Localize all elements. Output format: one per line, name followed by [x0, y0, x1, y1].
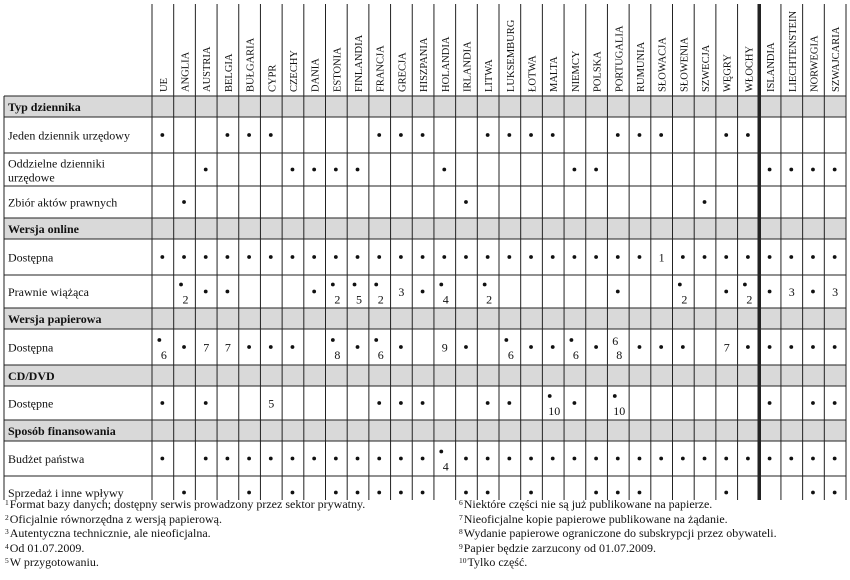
footnote-text: Oficjalnie równorzędna z wersją papierową. — [9, 511, 222, 526]
column-header: PORTUGALIA — [614, 25, 626, 92]
footnote-ref: 7 — [723, 340, 730, 355]
bullet-mark — [204, 457, 208, 461]
footnote-text: Od 01.07.2009. — [9, 540, 85, 555]
row-label: Dostępne — [8, 396, 54, 411]
bullet-mark — [616, 133, 620, 137]
footnote-ref: 6 — [572, 348, 579, 362]
bullet-mark — [529, 133, 533, 137]
bullet-mark — [269, 255, 273, 259]
bullet-mark — [182, 255, 186, 259]
bullet-mark — [811, 255, 815, 259]
bullet-mark — [182, 491, 186, 495]
bullet-mark — [226, 457, 230, 461]
bullet-mark — [377, 255, 381, 259]
bullet-mark — [768, 345, 772, 349]
section-band — [4, 420, 846, 441]
footnote-ref: 10 — [548, 404, 561, 418]
section-band — [4, 365, 846, 386]
bullet-mark — [811, 457, 815, 461]
column-header: LIECHTENSTEIN — [787, 10, 799, 92]
bullet-mark — [269, 457, 273, 461]
bullet-mark — [833, 168, 837, 172]
column-header: LITWA — [484, 59, 496, 92]
bullet-mark — [399, 345, 403, 349]
bullet-mark — [312, 290, 316, 294]
bullet-mark — [353, 283, 357, 287]
bullet-mark — [811, 491, 815, 495]
bullet-mark — [811, 345, 815, 349]
bullet-mark — [724, 290, 728, 294]
bullet-mark — [247, 133, 251, 137]
bullet-mark — [421, 290, 425, 294]
footnote-ref: 2 — [486, 292, 493, 307]
column-header: HOLANDIA — [440, 36, 452, 92]
bullet-mark — [681, 255, 685, 259]
bullet-mark — [811, 290, 815, 294]
bullet-mark — [399, 491, 403, 495]
row-label: urzędowe — [8, 170, 55, 185]
bullet-mark — [594, 255, 598, 259]
bullet-mark — [269, 345, 273, 349]
footnote-text: Format bazy danych; dostępny serwis prowadzony przez sektor prywatny. — [9, 497, 366, 511]
bullet-mark — [439, 283, 443, 287]
footnote-text: Autentyczna technicznie, ale nieoficjalna. — [9, 526, 211, 541]
bullet-mark — [399, 255, 403, 259]
row-label: Dostępna — [8, 340, 54, 355]
bullet-mark — [768, 168, 772, 172]
bullet-mark — [182, 345, 186, 349]
row-label: Budżet państwa — [8, 452, 85, 466]
bullet-mark — [334, 491, 338, 495]
footnote-item — [5, 512, 222, 527]
footnote-ref: 2 — [334, 292, 341, 307]
bullet-mark — [442, 255, 446, 259]
section-title: Sposób finansowania — [8, 424, 116, 438]
bullet-mark — [746, 133, 750, 137]
bullet-mark — [377, 491, 381, 495]
bullet-mark — [833, 457, 837, 461]
column-header: LUKSEMBURG — [505, 19, 517, 92]
footnote-ref: 2 — [681, 292, 688, 307]
bullet-mark — [638, 457, 642, 461]
bullet-mark — [399, 457, 403, 461]
bullet-mark — [464, 255, 468, 259]
column-header: MALTA — [549, 56, 561, 92]
bullet-mark — [833, 345, 837, 349]
footnote-ref: 4 — [442, 292, 449, 307]
bullet-mark — [573, 457, 577, 461]
column-header: UE — [158, 78, 170, 92]
bullet-mark — [291, 168, 295, 172]
footnote-text: Nieoficjalne kopie papierowe publikowane na żądanie. — [463, 511, 728, 526]
bullet-mark — [573, 168, 577, 172]
column-header: DANIA — [310, 58, 322, 92]
bullet-mark — [594, 457, 598, 461]
bullet-mark — [356, 457, 360, 461]
footnote-number: 8 — [459, 527, 463, 537]
bullet-mark — [356, 491, 360, 495]
bullet-mark — [312, 457, 316, 461]
footnote-ref: 5 — [356, 292, 363, 307]
bullet-mark — [529, 457, 533, 461]
footnote-ref: 6 — [160, 348, 167, 362]
footnote-ref: 9 — [441, 340, 448, 355]
bullet-mark — [157, 338, 161, 342]
bullet-mark — [833, 491, 837, 495]
bullet-mark — [504, 338, 508, 342]
bullet-mark — [768, 290, 772, 294]
column-header: GRECJA — [397, 52, 409, 92]
footnote-number: 1 — [5, 498, 9, 507]
bullet-mark — [421, 457, 425, 461]
row-label: Jeden dziennik urzędowy — [8, 128, 130, 143]
footnote-ref: 6 — [377, 348, 384, 362]
footnote-ref: 7 — [203, 340, 210, 355]
footnote-item — [5, 555, 99, 570]
bullet-mark — [746, 255, 750, 259]
bullet-mark — [334, 457, 338, 461]
bullet-mark — [247, 345, 251, 349]
footnote-number: 9 — [459, 541, 463, 551]
bullet-mark — [204, 401, 208, 405]
bullet-mark — [204, 290, 208, 294]
bullet-mark — [811, 168, 815, 172]
footnote-number: 7 — [459, 512, 463, 522]
bullet-mark — [703, 457, 707, 461]
bullet-mark — [226, 133, 230, 137]
column-header: NORWEGIA — [809, 35, 821, 92]
footnote-item — [5, 541, 84, 556]
footnote-ref: 4 — [442, 459, 449, 474]
footnote-text: Niektóre części nie są już publikowane na papierze. — [463, 497, 713, 511]
column-header: SZWECJA — [701, 44, 713, 92]
bullet-mark — [529, 491, 533, 495]
footnote-ref: 7 — [224, 340, 231, 355]
footnote-ref: 3 — [832, 285, 839, 299]
bullet-mark — [312, 168, 316, 172]
bullet-mark — [789, 255, 793, 259]
footnote-item — [459, 526, 777, 541]
bullet-mark — [421, 491, 425, 495]
section-title: CD/DVD — [8, 369, 55, 383]
bullet-mark — [374, 338, 378, 342]
footnote-ref: 1 — [658, 250, 665, 265]
footnote-number: 4 — [5, 541, 9, 551]
column-header: WĘGRY — [722, 54, 734, 92]
section-band — [4, 96, 846, 117]
bullet-mark — [399, 133, 403, 137]
bullet-mark — [616, 290, 620, 294]
bullet-mark — [573, 401, 577, 405]
bullet-mark — [551, 133, 555, 137]
bullet-mark — [334, 168, 338, 172]
bullet-mark — [551, 457, 555, 461]
footnote-ref: 2 — [182, 292, 189, 307]
section-band — [4, 308, 846, 329]
bullet-mark — [486, 457, 490, 461]
footnote-ref: 8 — [616, 348, 623, 362]
column-header: SŁOWACJA — [657, 37, 669, 92]
row-label: Sprzedaż i inne wpływy — [8, 486, 124, 500]
bullet-mark — [638, 345, 642, 349]
bullet-mark — [291, 491, 295, 495]
bullet-mark — [659, 345, 663, 349]
footnote-item — [459, 541, 656, 556]
bullet-mark — [464, 200, 468, 204]
bullet-mark — [182, 200, 186, 204]
footnote-ref: 5 — [268, 396, 275, 411]
column-header: RUMUNIA — [635, 41, 647, 92]
bullet-mark — [179, 283, 183, 287]
bullet-mark — [570, 338, 574, 342]
footnote-item — [459, 512, 728, 527]
footnote-text: W przygotowaniu. — [9, 555, 99, 570]
bullet-mark — [377, 133, 381, 137]
bullet-mark — [768, 401, 772, 405]
bullet-mark — [331, 338, 335, 342]
bullet-mark — [638, 255, 642, 259]
bullet-mark — [160, 401, 164, 405]
footnote-item — [459, 497, 712, 512]
bullet-mark — [768, 255, 772, 259]
bullet-mark — [616, 491, 620, 495]
bullet-mark — [594, 491, 598, 495]
bullet-mark — [724, 255, 728, 259]
bullet-mark — [312, 255, 316, 259]
footnote-ref: 2 — [746, 292, 753, 307]
bullet-mark — [204, 255, 208, 259]
bullet-mark — [746, 345, 750, 349]
footnote-number: 3 — [5, 527, 9, 537]
footnote-ref: 2 — [377, 292, 384, 307]
bullet-mark — [529, 255, 533, 259]
bullet-mark — [486, 491, 490, 495]
footnote-number: 2 — [5, 512, 9, 522]
bullet-mark — [659, 457, 663, 461]
bullet-mark — [291, 255, 295, 259]
bullet-mark — [247, 491, 251, 495]
bullet-mark — [743, 283, 747, 287]
row-label: Zbiór aktów prawnych — [8, 195, 118, 210]
column-header: BELGIA — [223, 53, 235, 92]
section-title: Typ dziennika — [8, 100, 81, 114]
column-header: FINLANDIA — [354, 34, 366, 92]
bullet-mark — [548, 394, 552, 398]
bullet-mark — [573, 255, 577, 259]
bullet-mark — [291, 457, 295, 461]
bullet-mark — [160, 133, 164, 137]
bullet-mark — [638, 491, 642, 495]
footnote-item — [459, 555, 527, 570]
footnote-number: 6 — [459, 498, 463, 507]
bullet-mark — [421, 401, 425, 405]
column-header: ESTONIA — [332, 47, 344, 92]
bullet-mark — [833, 401, 837, 405]
column-header: WŁOCHY — [744, 45, 756, 92]
column-header: FRANCJA — [375, 45, 387, 92]
bullet-mark — [464, 491, 468, 495]
bullet-mark — [724, 491, 728, 495]
footnote-text: Papier będzie zarzucony od 01.07.2009. — [463, 540, 657, 555]
column-header: ISLANDIA — [766, 42, 778, 92]
column-header: AUSTRIA — [202, 46, 214, 92]
bullet-mark — [204, 168, 208, 172]
bullet-mark — [551, 255, 555, 259]
row-label: Dostępna — [8, 250, 54, 265]
bullet-mark — [226, 290, 230, 294]
footnote-ref: 6 — [507, 348, 514, 362]
bullet-mark — [269, 133, 273, 137]
column-header: SŁOWENIA — [679, 37, 691, 92]
column-header: HISZPANIA — [419, 37, 431, 92]
bullet-mark — [681, 457, 685, 461]
bullet-mark — [594, 345, 598, 349]
bullet-mark — [789, 345, 793, 349]
bullet-mark — [616, 457, 620, 461]
bullet-mark — [594, 168, 598, 172]
footnote-item — [5, 526, 211, 541]
bullet-mark — [439, 450, 443, 454]
bullet-mark — [703, 255, 707, 259]
bullet-mark — [247, 255, 251, 259]
bullet-mark — [703, 200, 707, 204]
bullet-mark — [356, 168, 360, 172]
bullet-mark — [507, 401, 511, 405]
bullet-mark — [160, 255, 164, 259]
bullet-mark — [486, 401, 490, 405]
bullet-mark — [789, 168, 793, 172]
column-header: NIEMCY — [570, 50, 582, 92]
footnote-ref: 3 — [788, 285, 795, 299]
footnote-text: Tylko część. — [467, 555, 528, 570]
bullet-mark — [486, 255, 490, 259]
column-header: ŁOTWA — [527, 55, 539, 92]
section-band — [4, 218, 846, 239]
footnote-ref: 6 — [612, 334, 619, 348]
bullet-mark — [507, 255, 511, 259]
bullet-mark — [681, 345, 685, 349]
bullet-mark — [421, 133, 425, 137]
bullet-mark — [811, 401, 815, 405]
column-header: IRLANDIA — [462, 41, 474, 92]
footnote-ref: 3 — [398, 285, 405, 299]
footnote-number: 5 — [5, 556, 9, 566]
bullet-mark — [483, 283, 487, 287]
bullet-mark — [659, 133, 663, 137]
bullet-mark — [678, 283, 682, 287]
footnote-ref: 8 — [334, 348, 341, 362]
bullet-mark — [724, 133, 728, 137]
bullet-mark — [356, 345, 360, 349]
bullet-mark — [356, 255, 360, 259]
bullet-mark — [334, 255, 338, 259]
bullet-mark — [464, 345, 468, 349]
bullet-mark — [464, 457, 468, 461]
bullet-mark — [421, 255, 425, 259]
bullet-mark — [529, 345, 533, 349]
row-label: Oddzielne dzienniki — [8, 156, 105, 171]
bullet-mark — [291, 345, 295, 349]
bullet-mark — [374, 283, 378, 287]
bullet-mark — [160, 457, 164, 461]
column-header: CYPR — [267, 64, 279, 92]
section-title: Wersja papierowa — [8, 312, 102, 326]
column-header: SZWAJCARIA — [831, 26, 843, 92]
footnote-text: Wydanie papierowe ograniczone do subskrypcji przez obywateli. — [463, 526, 777, 541]
column-header: CZECHY — [288, 50, 300, 92]
bullet-mark — [442, 168, 446, 172]
bullet-mark — [616, 255, 620, 259]
footnote-number: 10 — [459, 556, 467, 566]
bullet-mark — [613, 394, 617, 398]
footnote-item — [5, 497, 365, 512]
bullet-mark — [399, 401, 403, 405]
bullet-mark — [638, 133, 642, 137]
bullet-mark — [507, 457, 511, 461]
column-header: BUŁGARIA — [245, 37, 257, 92]
bullet-mark — [226, 255, 230, 259]
section-title: Wersja online — [8, 222, 79, 236]
bullet-mark — [724, 457, 728, 461]
bullet-mark — [377, 457, 381, 461]
column-header: POLSKA — [592, 51, 604, 92]
footnote-ref: 10 — [613, 404, 626, 418]
bullet-mark — [551, 345, 555, 349]
bullet-mark — [833, 255, 837, 259]
bullet-mark — [486, 133, 490, 137]
bullet-mark — [507, 133, 511, 137]
bullet-mark — [746, 457, 750, 461]
bullet-mark — [768, 457, 772, 461]
bullet-mark — [331, 283, 335, 287]
row-label: Prawnie wiążąca — [8, 285, 89, 299]
column-header: ANGLIA — [180, 51, 192, 92]
bullet-mark — [377, 401, 381, 405]
bullet-mark — [789, 457, 793, 461]
bullet-mark — [247, 457, 251, 461]
